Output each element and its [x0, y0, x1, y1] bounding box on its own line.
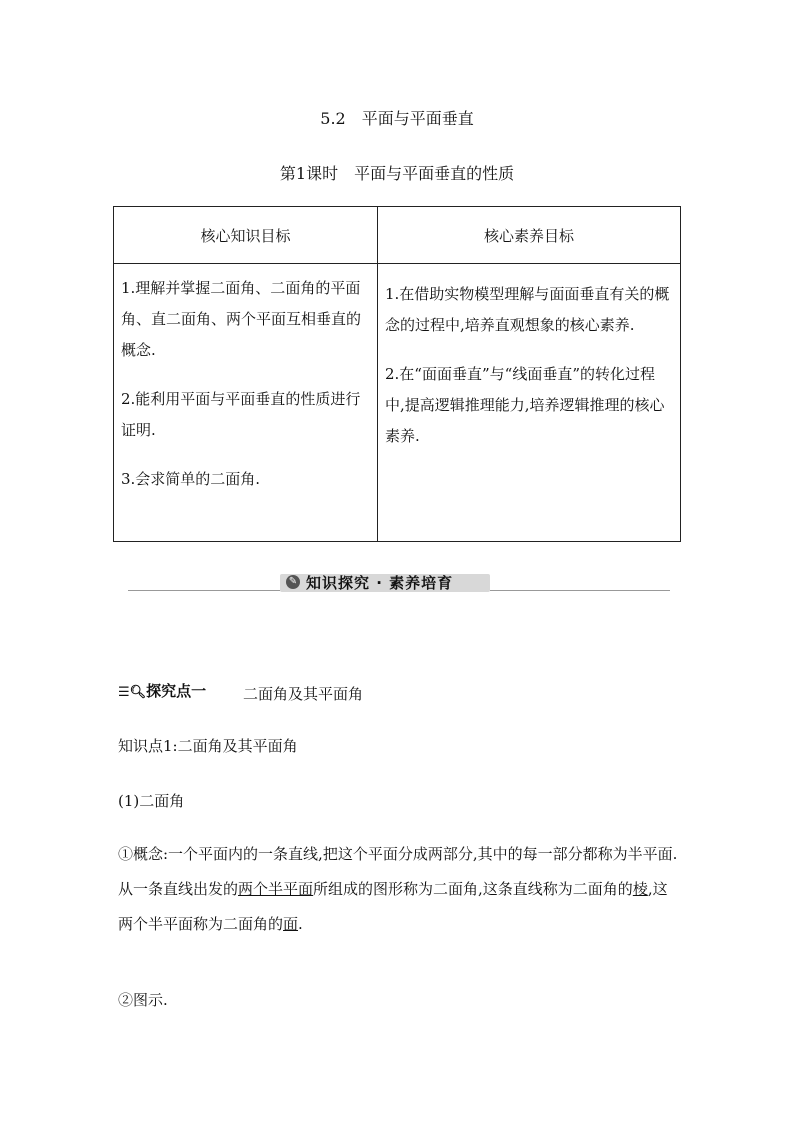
section-title: 5.2 平面与平面垂直	[320, 109, 474, 128]
explore-point-heading	[118, 680, 364, 703]
literacy-goals-header: 核心素养目标	[378, 207, 681, 264]
literacy-goals-cell	[378, 264, 681, 542]
underlined-term: 两个半平面	[238, 880, 314, 898]
banner-text: 知识探究 · 素养培育	[306, 574, 454, 592]
knowledge-goals-cell	[114, 264, 378, 542]
goals-table	[113, 206, 681, 542]
banner-pill	[280, 574, 490, 592]
explore-point-tag: ☰🔍︎探究点一	[118, 682, 207, 700]
concept-paragraph: ①概念:一个平面内的一条直线,把这个平面分成两部分,其中的每一部分都称为半平面.从一条直线出发的两个半平面所组成的图形称为二面角,这条直线称为二面角的棱,这两个半平面称为二面角的面.	[118, 845, 678, 933]
banner-rule-right	[490, 590, 670, 591]
explore-point-name: 二面角及其平面角	[243, 685, 364, 703]
underlined-term: 面	[283, 915, 299, 933]
illustration-label: ②图示.	[118, 991, 168, 1009]
banner-rule-left	[128, 590, 280, 591]
magnifier-icon: ☰🔍︎	[118, 685, 147, 700]
underlined-term: 棱	[632, 880, 648, 898]
lesson-title: 第1课时 平面与平面垂直的性质	[279, 164, 515, 183]
knowledge-point-title: 知识点1:二面角及其平面角	[118, 737, 298, 755]
section-banner	[128, 574, 670, 592]
knowledge-goals-header: 核心知识目标	[114, 207, 378, 264]
literacy-goal-1: 1.在借助实物模型理解与面面垂直有关的概念的过程中,培养直观想象的核心素养.	[385, 285, 670, 334]
literacy-goal-2: 2.在“面面垂直”与“线面垂直”的转化过程中,提高逻辑推理能力,培养逻辑推理的核心素养.	[385, 365, 665, 445]
pencil-icon: ✎	[286, 575, 300, 589]
knowledge-goal-1: 1.理解并掌握二面角、二面角的平面角、直二面角、两个平面互相垂直的概念.	[121, 279, 362, 359]
knowledge-goal-2: 2.能利用平面与平面垂直的性质进行证明.	[121, 390, 361, 439]
sub-heading: (1)二面角	[118, 792, 185, 810]
knowledge-goal-3: 3.会求简单的二面角.	[121, 470, 261, 488]
